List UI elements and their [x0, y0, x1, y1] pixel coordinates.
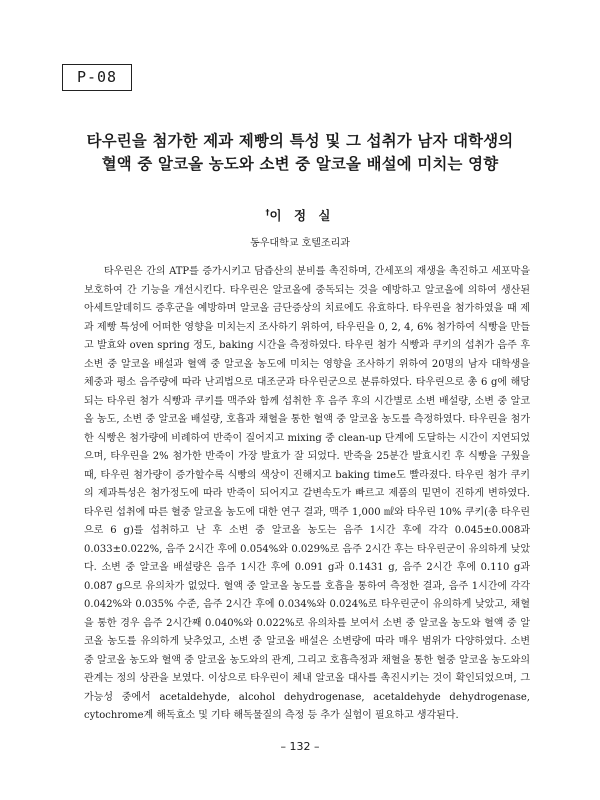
title-line-1: 타우린을 첨가한 제과 제빵의 특성 및 그 섭취가 남자 대학생의: [86, 132, 514, 150]
abstract-text: 타우린은 간의 ATP를 증가시키고 담즙산의 분비를 촉진하며, 간세포의 재생을 촉진하고 세포막을 보호하여 간 기능을 개선시킨다. 타우린은 알코올에 중독되는 것을 예방하고 알코올에 의하여 생산된 아세트알데히드 증후군을 예방하며 알코올 금단증상의 치료에도 유효하다. 타우린을 첨가하였을 때 제과 제빵 특성에 어떠한 영향을 미치는지 조사하기 위하여, 타우린을 0, 2, 4, 6% 첨가하여 식빵을 만들고 발효와 oven spring 정도, baking 시간을 측정하였다. 타우린 첨가 식빵과 쿠키의 섭취가 음주 후 소변 중 알코올 배설과 혈액 중 알코올 농도에 미치는 영향을 조사하기 위하여 20명의 남자 대학생을 체중과 평소 음주량에 따라 난괴법으로 대조군과 타우린군으로 분류하였다. 타우린으로 총 6 g에 해당되는 타우린 첨가 식빵과 쿠키를 맥주와 함께 섭취한 후 음주 후의 시간별로 소변 배설량, 소변 중 알코올 농도, 소변 중 알코올 배설량, 호흡과 채혈을 통한 혈액 중 알코올 농도를 측정하였다. 타우린을 첨가한 식빵은 첨가량에 비례하여 반죽이 질어지고 mixing 중 clean-up 단계에 도달하는 시간이 지연되었으며, 타우린을 2% 첨가한 반죽이 가장 발효가 잘 되었다. 반죽을 25분간 발효시킨 후 식빵을 구웠을 때, 타우린 첨가량이 증가할수록 식빵의 색상이 진해지고 baking time도 빨라졌다. 타우린 첨가 쿠키의 제과특성은 첨가정도에 따라 반죽이 되어지고 갈변속도가 빠르고 제품의 밑면이 진하게 변하였다. 타우린 섭취에 따른 혈중 알코올 농도에 대한 연구 결과, 맥주 1,000 ㎖와 타우린 10% 쿠키(총 타우린으로 6 g)를 섭취하고 난 후 소변 중 알코올 농도는 음주 1시간 후에 각각 0.045±0.008과 0.033±0.022%, 음주 2시간 후에 0.054%와 0.029%로 음주 2시간 후는 타우린군이 유의하게 낮았다. 소변 중 알코올 배설량은 음주 1시간 후에 0.091 g과 0.1431 g, 음주 2시간 후에 0.110 g과 0.087 g으로 유의차가 없었다. 혈액 중 알코올 농도를 호흡을 통하여 측정한 결과, 음주 1시간에 각각 0.042%와 0.035% 수준, 음주 2시간 후에 0.034%와 0.024%로 타우린군이 유의하게 낮았고, 채혈을 통한 경우 음주 2시간째 0.040%와 0.022%로 유의차를 보여서 소변 중 알코올 농도와 혈액 중 알코올 농도를 유의하게 낮추었고, 소변 중 알코올 배설은 소변량에 따라 매우 범위가 다양하였다. 소변 중 알코올 농도와 혈액 중 알코올 농도와의 관계, 그리고 호흡측정과 채혈을 통한 혈중 알코올 농도와의 관계는 정의 상관을 보였다. 이상으로 타우린이 체내 알코올 대사를 촉진시키는 것이 확인되었으며, 그 가능성 중에서 acetaldehyde, alcohol dehydrogenase, acetaldehyde dehydrogenase, cytochrome계 해독효소 및 기타 해독물질의 측정 등 추가 실험이 필요하고 생각된다.: [84, 266, 530, 721]
page-number: – 132 –: [280, 740, 320, 753]
title-line-2: 혈액 중 알코올 농도와 소변 중 알코올 배설에 미치는 영향: [101, 155, 499, 173]
author-line: [0, 206, 600, 224]
author-name: 이 정 실: [269, 208, 335, 223]
paper-title: [30, 130, 570, 176]
affiliation: 동우대학교 호텔조리과: [250, 238, 350, 249]
poster-code-box: P-08: [62, 64, 132, 91]
author-mark: †: [265, 207, 270, 217]
